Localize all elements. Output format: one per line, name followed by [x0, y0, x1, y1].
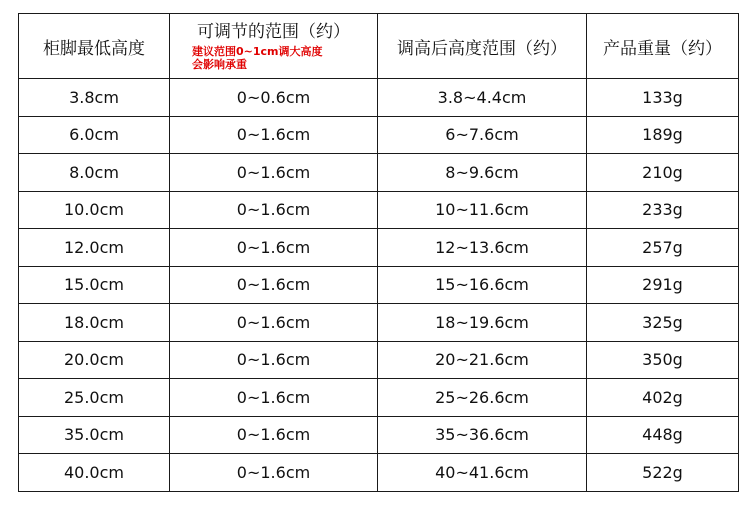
adjusted-height-cell: 3.8~4.4cm — [378, 79, 587, 117]
weight-cell: 133g — [587, 79, 739, 117]
adjust-range-cell: 0~1.6cm — [170, 379, 378, 417]
table-row — [19, 154, 739, 192]
adjusted-height-cell: 18~19.6cm — [378, 304, 587, 342]
min-height-cell: 25.0cm — [19, 379, 170, 417]
header-min-height-label: 柜脚最低高度 — [43, 38, 145, 59]
min-height-cell: 6.0cm — [19, 116, 170, 154]
min-height-cell: 10.0cm — [19, 191, 170, 229]
adjusted-height-cell: 40~41.6cm — [378, 454, 587, 492]
table-row — [19, 266, 739, 304]
adjusted-height-cell: 10~11.6cm — [378, 191, 587, 229]
weight-cell: 402g — [587, 379, 739, 417]
min-height-cell: 3.8cm — [19, 79, 170, 117]
header-adjust-range — [170, 14, 378, 79]
adjust-range-cell: 0~1.6cm — [170, 266, 378, 304]
adjust-range-cell: 0~1.6cm — [170, 416, 378, 454]
adjust-range-cell: 0~1.6cm — [170, 154, 378, 192]
weight-cell: 325g — [587, 304, 739, 342]
adjust-range-cell: 0~1.6cm — [170, 229, 378, 267]
adjust-range-cell: 0~0.6cm — [170, 79, 378, 117]
header-min-height — [19, 14, 170, 79]
min-height-cell: 18.0cm — [19, 304, 170, 342]
weight-cell: 522g — [587, 454, 739, 492]
min-height-cell: 35.0cm — [19, 416, 170, 454]
adjusted-height-cell: 8~9.6cm — [378, 154, 587, 192]
table-row — [19, 304, 739, 342]
spec-table — [18, 13, 739, 492]
header-adjust-range-label: 可调节的范围（约） — [197, 22, 350, 42]
table-row — [19, 79, 739, 117]
weight-cell: 257g — [587, 229, 739, 267]
adjusted-height-cell: 35~36.6cm — [378, 416, 587, 454]
adjust-range-cell: 0~1.6cm — [170, 304, 378, 342]
table-body — [19, 79, 739, 492]
min-height-cell: 12.0cm — [19, 229, 170, 267]
adjusted-height-cell: 25~26.6cm — [378, 379, 587, 417]
weight-cell: 448g — [587, 416, 739, 454]
weight-cell: 210g — [587, 154, 739, 192]
adjust-range-cell: 0~1.6cm — [170, 116, 378, 154]
adjust-range-cell: 0~1.6cm — [170, 341, 378, 379]
header-adjusted-height-label: 调高后高度范围（约） — [397, 38, 567, 59]
table-row — [19, 454, 739, 492]
table-row — [19, 191, 739, 229]
table-row — [19, 416, 739, 454]
adjusted-height-cell: 15~16.6cm — [378, 266, 587, 304]
adjust-range-cell: 0~1.6cm — [170, 454, 378, 492]
adjust-note — [170, 45, 377, 71]
table-row — [19, 341, 739, 379]
header-weight-label: 产品重量（约） — [603, 38, 722, 59]
weight-cell: 350g — [587, 341, 739, 379]
adjusted-height-cell: 20~21.6cm — [378, 341, 587, 379]
adjust-note-line1: 建议范围0~1cm调大高度 — [192, 45, 323, 58]
header-weight — [587, 14, 739, 79]
table-row — [19, 379, 739, 417]
min-height-cell: 20.0cm — [19, 341, 170, 379]
table-row — [19, 116, 739, 154]
header-row — [19, 14, 739, 79]
adjust-note-line2: 会影响承重 — [192, 58, 247, 71]
min-height-cell: 40.0cm — [19, 454, 170, 492]
weight-cell: 189g — [587, 116, 739, 154]
min-height-cell: 15.0cm — [19, 266, 170, 304]
table-row — [19, 229, 739, 267]
weight-cell: 233g — [587, 191, 739, 229]
header-adjusted-height — [378, 14, 587, 79]
adjusted-height-cell: 12~13.6cm — [378, 229, 587, 267]
min-height-cell: 8.0cm — [19, 154, 170, 192]
adjusted-height-cell: 6~7.6cm — [378, 116, 587, 154]
adjust-range-cell: 0~1.6cm — [170, 191, 378, 229]
weight-cell: 291g — [587, 266, 739, 304]
